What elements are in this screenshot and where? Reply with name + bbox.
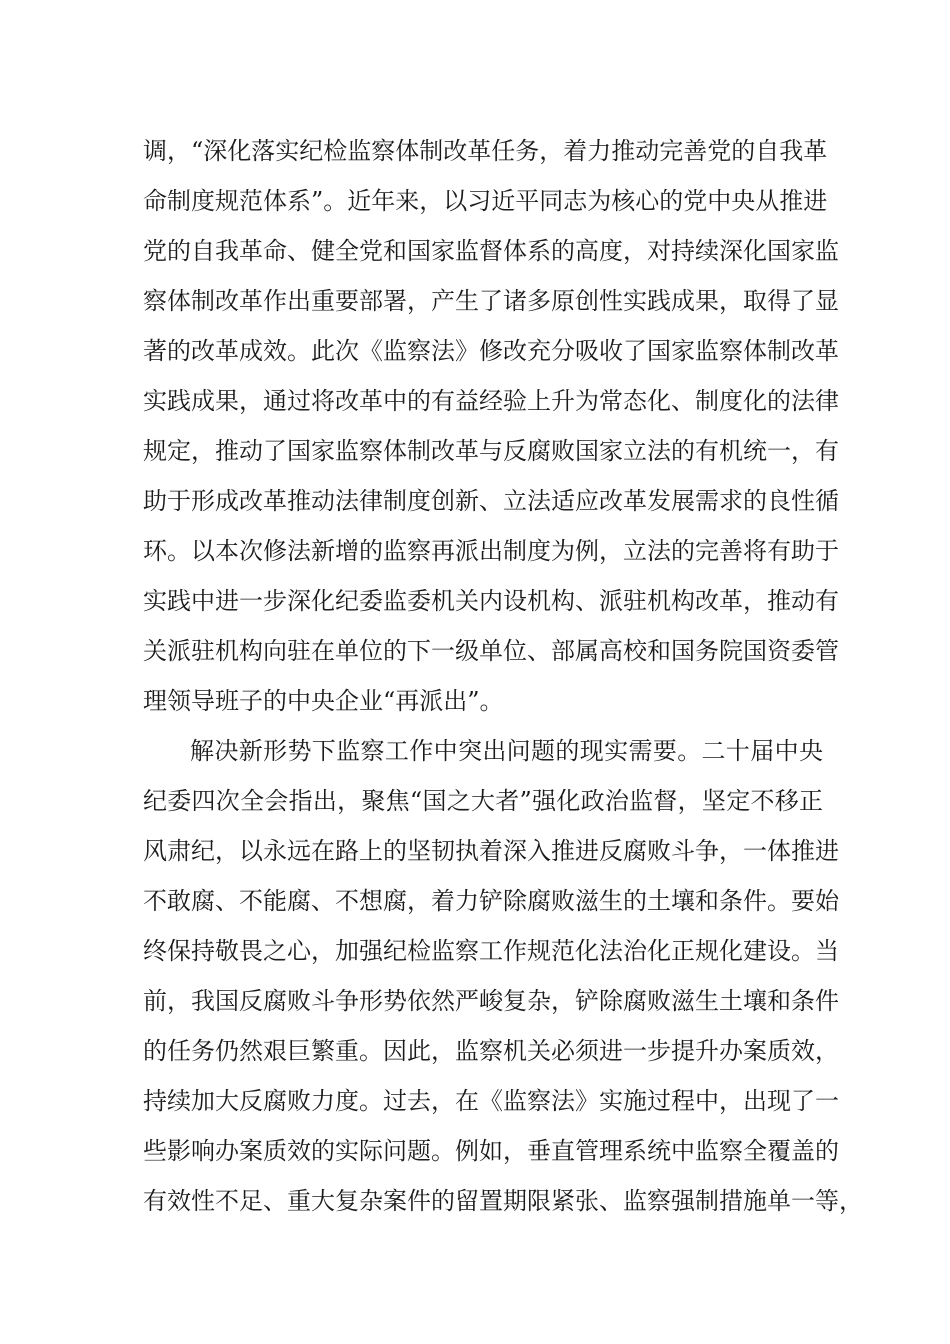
text-line: 风肃纪，以永远在路上的坚韧执着深入推进反腐败斗争，一体推进 [143,837,839,865]
paragraph-first-line: 解决新形势下监察工作中突出问题的现实需要。二十届中央 [190,737,823,765]
text-line: 规定，推动了国家监察体制改革与反腐败国家立法的有机统一，有 [143,437,839,465]
text-line: 察体制改革作出重要部署，产生了诸多原创性实践成果，取得了显 [143,287,839,315]
text-line: 前，我国反腐败斗争形势依然严峻复杂，铲除腐败滋生土壤和条件 [143,987,839,1015]
text-line: 些影响办案质效的实际问题。例如，垂直管理系统中监察全覆盖的 [143,1137,839,1165]
text-line: 实践成果，通过将改革中的有益经验上升为常态化、制度化的法律 [143,387,839,415]
text-line: 理领导班子的中央企业“再派出”。 [143,687,504,715]
text-line: 党的自我革命、健全党和国家监督体系的高度，对持续深化国家监 [143,237,839,265]
text-line: 助于形成改革推动法律制度创新、立法适应改革发展需求的良性循 [143,487,839,515]
text-line: 关派驻机构向驻在单位的下一级单位、部属高校和国务院国资委管 [143,637,839,665]
text-line: 纪委四次全会指出，聚焦“国之大者”强化政治监督，坚定不移正 [143,787,823,815]
text-line: 命制度规范体系”。近年来，以习近平同志为核心的党中央从推进 [143,187,828,215]
text-line: 有效性不足、重大复杂案件的留置期限紧张、监察强制措施单一等， [143,1187,863,1215]
text-line: 调，“深化落实纪检监察体制改革任务，着力推动完善党的自我革 [143,137,828,165]
text-line: 环。以本次修法新增的监察再派出制度为例，立法的完善将有助于 [143,537,839,565]
text-line: 不敢腐、不能腐、不想腐，着力铲除腐败滋生的土壤和条件。要始 [143,887,839,915]
text-line: 持续加大反腐败力度。过去，在《监察法》实施过程中，出现了一 [143,1087,839,1115]
text-line: 终保持敬畏之心，加强纪检监察工作规范化法治化正规化建设。当 [143,937,839,965]
text-line: 的任务仍然艰巨繁重。因此，监察机关必须进一步提升办案质效， [143,1037,839,1065]
text-line: 实践中进一步深化纪委监委机关内设机构、派驻机构改革，推动有 [143,587,839,615]
text-line: 著的改革成效。此次《监察法》修改充分吸收了国家监察体制改革 [143,337,839,365]
